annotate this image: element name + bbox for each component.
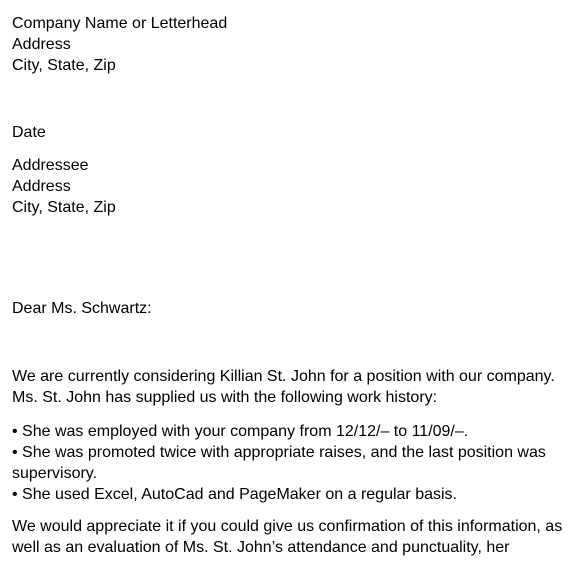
intro-line: We are currently considering Killian St. John for a position with our company. [12,368,555,385]
letter-date: Date [12,124,46,141]
addressee-block [12,155,570,218]
sender-block [12,13,570,76]
intro-line: Ms. St. John has supplied us with the following work history: [12,389,438,406]
sender-city-state-zip: City, State, Zip [12,57,116,74]
salutation-block [12,298,570,319]
intro-paragraph [12,366,570,408]
work-history-item-continuation: supervisory. [12,465,98,482]
company-name: Company Name or Letterhead [12,15,228,32]
work-history-list [12,421,570,505]
addressee-name: Addressee [12,157,89,174]
addressee-city-state-zip: City, State, Zip [12,199,116,216]
work-history-item: • She used Excel, AutoCad and PageMaker on a regular basis. [12,486,457,503]
work-history-item: • She was promoted twice with appropriate raises, and the last position was [12,444,546,461]
date-block [12,122,570,143]
closing-line: We would appreciate it if you could give us confirmation of this information, as [12,518,563,535]
closing-line: well as an evaluation of Ms. St. John’s attendance and punctuality, her [12,539,510,556]
work-history-item: • She was employed with your company from 12/12/– to 11/09/–. [12,423,469,440]
sender-address: Address [12,36,71,53]
closing-paragraph [12,516,570,558]
addressee-address: Address [12,178,71,195]
salutation: Dear Ms. Schwartz: [12,300,152,317]
